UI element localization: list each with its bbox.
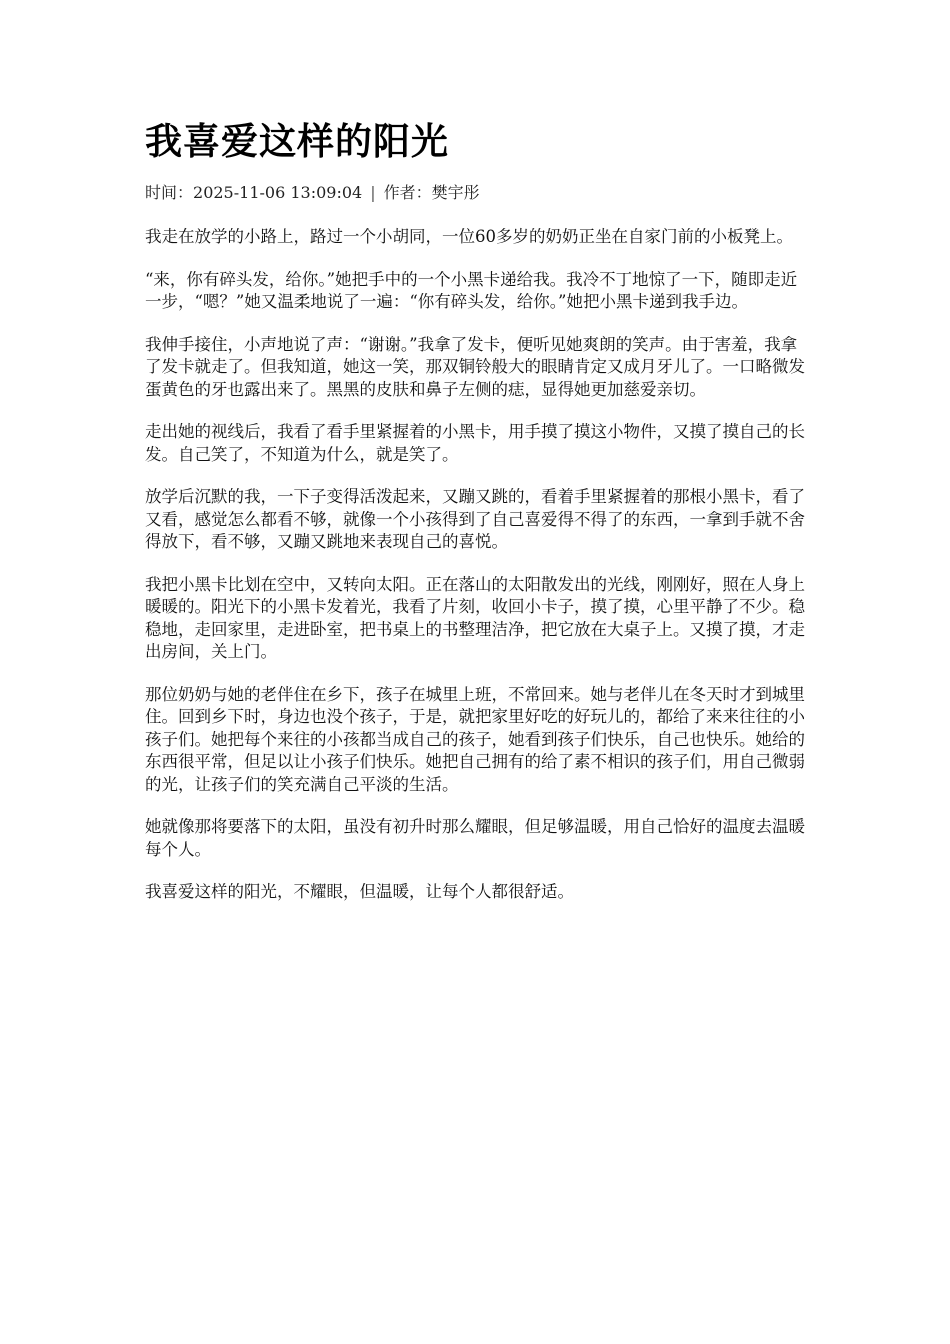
time-label: 时间： [145, 183, 194, 202]
paragraph: 放学后沉默的我，一下子变得活泼起来，又蹦又跳的，看着手里紧握着的那根小黑卡，看了又看，感觉怎么都看不够，就像一个小孩得到了自己喜爱得不得了的东西，一拿到手就不舍得放下，看不够，又蹦又跳地来表现自己的喜悦。 [145, 487, 805, 551]
article [145, 112, 807, 924]
author-value: 樊宇彤 [431, 183, 480, 202]
article-title: 我喜爱这样的阳光 [145, 119, 449, 163]
paragraph: 我把小黑卡比划在空中，又转向太阳。正在落山的太阳散发出的光线，刚刚好，照在人身上暖暖的。阳光下的小黑卡发着光，我看了片刻，收回小卡子，摸了摸，心里平静了不少。稳稳地，走回家里，走进卧室，把书桌上的书整理洁净，把它放在大桌子上。又摸了摸，才走出房间，关上门。 [145, 574, 805, 661]
article-meta [145, 182, 807, 204]
article-body [145, 226, 807, 904]
paragraph: “来，你有碎头发，给你。”她把手中的一个小黑卡递给我。我冷不丁地惊了一下，随即走近一步，“嗯？”她又温柔地说了一遍：“你有碎头发，给你。”她把小黑卡递到我手边。 [145, 269, 798, 311]
time-value: 2025-11-06 13:09:04 [193, 183, 363, 202]
paragraph: 走出她的视线后，我看了看手里紧握着的小黑卡，用手摸了摸这小物件，又摸了摸自己的长发。自己笑了，不知道为什么，就是笑了。 [145, 422, 805, 464]
paragraph: 我喜爱这样的阳光，不耀眼，但温暖，让每个人都很舒适。 [145, 882, 574, 901]
meta-separator: | [370, 183, 376, 202]
author-label: 作者： [383, 183, 432, 202]
paragraph: 她就像那将要落下的太阳，虽没有初升时那么耀眼，但足够温暖，用自己恰好的温度去温暖每个人。 [145, 817, 805, 859]
paragraph: 我走在放学的小路上，路过一个小胡同，一位60多岁的奶奶正坐在自家门前的小板凳上。 [145, 227, 793, 246]
paragraph: 我伸手接住，小声地说了声：“谢谢。”我拿了发卡，便听见她爽朗的笑声。由于害羞，我拿了发卡就走了。但我知道，她这一笑，那双铜铃般大的眼睛肯定又成月牙儿了。一口略微发蛋黄色的牙也露出来了。黑黑的皮肤和鼻子左侧的痣，显得她更加慈爱亲切。 [145, 334, 805, 399]
paragraph: 那位奶奶与她的老伴住在乡下，孩子在城里上班，不常回来。她与老伴儿在冬天时才到城里住。回到乡下时，身边也没个孩子，于是，就把家里好吃的好玩儿的，都给了来来往往的小孩子们。她把每个来往的小孩都当成自己的孩子，她看到孩子们快乐，自己也快乐。她给的东西很平常，但足以让小孩子们快乐。她把自己拥有的给了素不相识的孩子们，用自己微弱的光，让孩子们的笑充满自己平淡的生活。 [145, 684, 805, 794]
